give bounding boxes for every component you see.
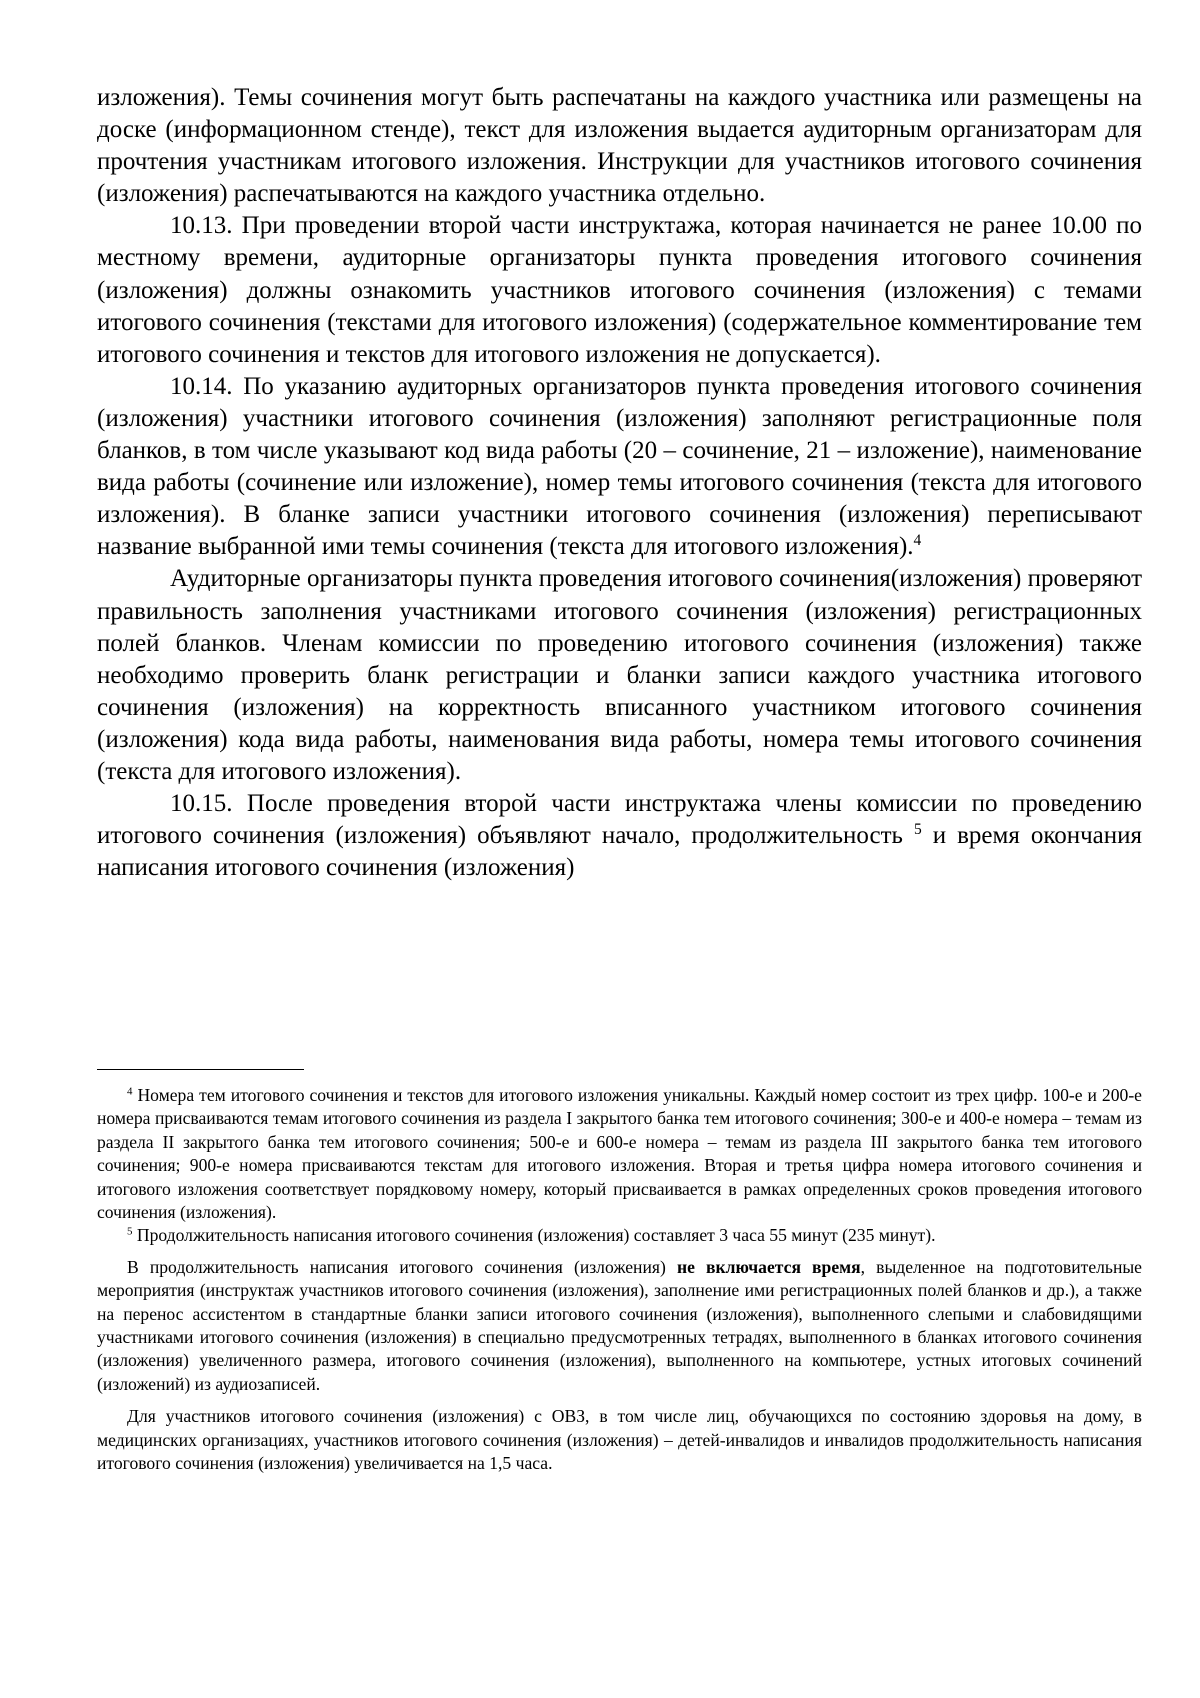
footnote-5-paragraph-3: Для участников итогового сочинения (изложения) с ОВЗ, в том числе лиц, обучающихся по состоянию здоровья на дому, в медицинских организациях, участников итогового сочинения (изложения) – детей-инвалидов и инвалидов продолжительность написания итогового сочинения (изложения) увеличивается на 1,5 часа. bbox=[97, 1406, 1142, 1474]
footnote-4 bbox=[97, 1084, 1142, 1224]
footnote-5 bbox=[97, 1224, 1142, 1247]
footnote-ref-4[interactable]: 4 bbox=[913, 532, 922, 550]
footnote-5-p2-text-a: В продолжительность написания итогового сочинения (изложения) bbox=[127, 1256, 666, 1277]
footnote-5-p2-text-b: , выделенное на подготовительные мероприятия (инструктаж участников итогового сочинения (изложения), заполнение ими регистрационных полей бланков и др.), а также на перенос ассистентом в стандартные бланки записи итогового сочинения (изложения), выполненного слепыми и слабовидящими участниками итогового сочинения (изложения) в специально предусмотренных тетрадях, выполненного в бланках итогового сочинения (изложения) увеличенного размера, итогового сочинения (изложения), выполненного на компьютере, устных итоговых сочинений (изложений) из аудиозаписей. bbox=[97, 1256, 1142, 1394]
main-text bbox=[97, 82, 1142, 884]
footnote-5-p2-bold: не включается время bbox=[676, 1256, 861, 1277]
footnote-5-mark: 5 bbox=[127, 1226, 133, 1239]
footnotes bbox=[97, 1084, 1142, 1476]
footnote-5-text: Продолжительность написания итогового сочинения (изложения) составляет 3 часа 55 минут (235 минут). bbox=[136, 1225, 936, 1246]
paragraph-10-14 bbox=[97, 371, 1142, 564]
footnote-4-mark: 4 bbox=[127, 1085, 133, 1098]
paragraph-10-15-text-a: 10.15. После проведения второй части инструктажа члены комиссии по проведению итогового сочинения (изложения) объявляют начало, продолжительность bbox=[97, 790, 1142, 850]
paragraph-organizers: Аудиторные организаторы пункта проведения итогового сочинения(изложения) проверяют правильность заполнения участниками итогового сочинения (изложения) регистрационных полей бланков. Членам комиссии по проведению итогового сочинения (изложения) также необходимо проверить бланк регистрации и бланки записи каждого участника итогового сочинения (изложения) на корректность вписанного участником итогового сочинения (изложения) кода вида работы, наименования вида работы, номера темы итогового сочинения (текста для итогового изложения). bbox=[97, 565, 1142, 785]
footnote-separator bbox=[97, 1069, 304, 1070]
paragraph-intro: изложения). Темы сочинения могут быть распечатаны на каждого участника или размещены на доске (информационном стенде), текст для изложения выдается аудиторным организаторам для прочтения участникам итогового изложения. Инструкции для участников итогового сочинения (изложения) распечатываются на каждого участника отдельно. bbox=[97, 84, 1142, 208]
footnote-4-text: Номера тем итогового сочинения и текстов для итогового изложения уникальны. Каждый номер состоит из трех цифр. 100-е и 200-е номера присваиваются темам итогового сочинения из раздела I закрытого банка тем итогового сочинения; 300-е и 400-е номера – темам из раздела II закрытого банка тем итогового сочинения; 500-е и 600-е номера – темам из раздела III закрытого банка тем итогового сочинения; 900-е номера присваиваются текстам для итогового изложения. Вторая и третья цифра номера итогового сочинения и итогового изложения соответствует порядковому номеру, который присваивается в рамках определенных сроков проведения итогового сочинения (изложения). bbox=[97, 1085, 1142, 1223]
paragraph-10-13: 10.13. При проведении второй части инструктажа, которая начинается не ранее 10.00 по местному времени, аудиторные организаторы пункта проведения итогового сочинения (изложения) должны ознакомить участников итогового сочинения (изложения) с темами итогового сочинения (текстами для итогового изложения) (содержательное комментирование тем итогового сочинения и текстов для итогового изложения не допускается). bbox=[97, 212, 1142, 368]
footnote-ref-5[interactable]: 5 bbox=[913, 821, 922, 839]
paragraph-10-15 bbox=[97, 788, 1142, 884]
paragraph-10-14-text: 10.14. По указанию аудиторных организаторов пункта проведения итогового сочинения (изложения) участники итогового сочинения (изложения) заполняют регистрационные поля бланков, в том числе указывают код вида работы (20 – сочинение, 21 – изложение), наименование вида работы (сочинение или изложение), номер темы итогового сочинения (текста для итогового изложения). В бланке записи участники итогового сочинения (изложения) переписывают название выбранной ими темы сочинения (текста для итогового изложения). bbox=[97, 372, 1142, 561]
paragraph-10-15-text-b: и время окончания написания итогового сочинения (изложения) bbox=[97, 822, 1143, 882]
footnote-5-paragraph-2 bbox=[97, 1256, 1142, 1396]
